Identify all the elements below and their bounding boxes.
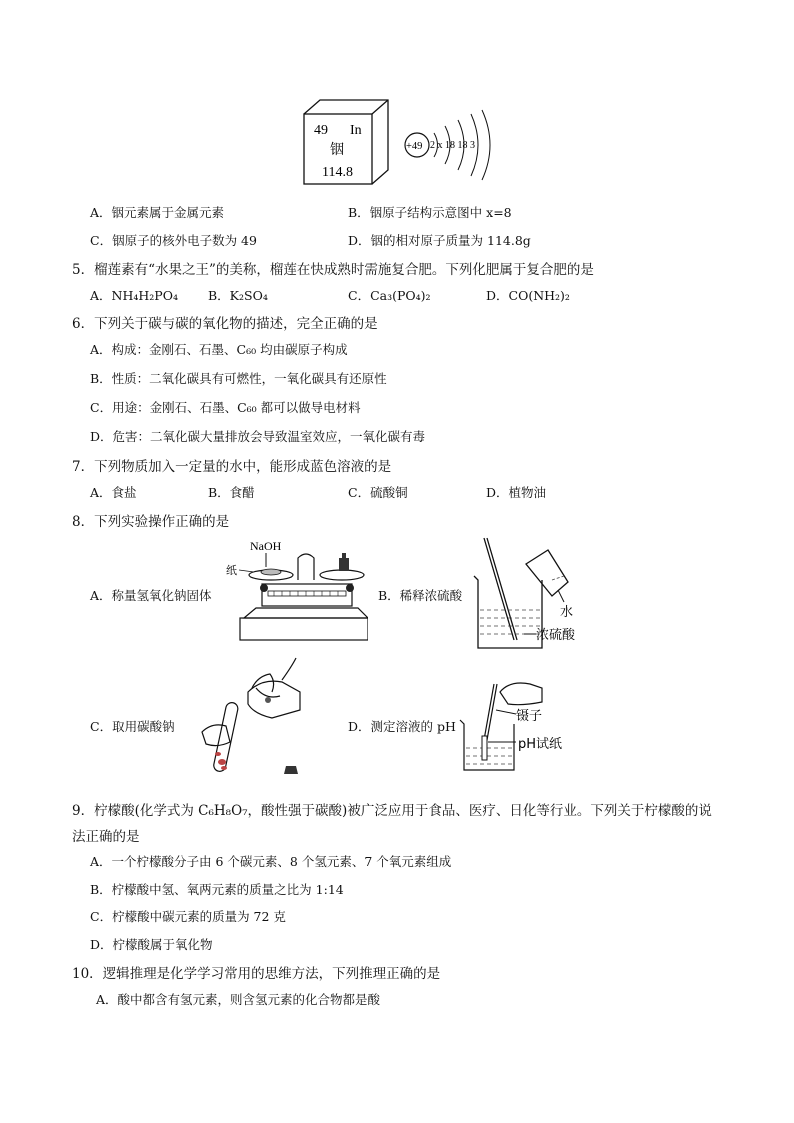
q7-option-b: B．食醋 bbox=[208, 485, 255, 500]
q8-stem: 8．下列实验操作正确的是 bbox=[72, 514, 230, 530]
q5-option-a: A．NH₄H₂PO₄ bbox=[90, 288, 178, 303]
element-number: 49 bbox=[314, 123, 328, 138]
q7-option-d: D．植物油 bbox=[486, 485, 547, 500]
q4-option-c: C．铟原子的核外电子数为 49 bbox=[90, 233, 257, 248]
q6-option-c: C．用途：金刚石、石墨、C₆₀ 都可以做导电材料 bbox=[90, 400, 361, 415]
q7-stem: 7．下列物质加入一定量的水中，能形成蓝色溶液的是 bbox=[72, 459, 392, 475]
q5-option-b: B．K₂SO₄ bbox=[208, 288, 268, 303]
q8-option-a: A．称量氢氧化钠固体 bbox=[90, 588, 212, 603]
q8-option-b: B．稀释浓硫酸 bbox=[378, 588, 463, 603]
q6-option-a: A．构成：金刚石、石墨、C₆₀ 均由碳原子构成 bbox=[90, 342, 348, 357]
q5-option-d: D．CO(NH₂)₂ bbox=[486, 288, 570, 303]
q8-option-d: D．测定溶液的 pH bbox=[348, 719, 456, 734]
q9-option-c: C．柠檬酸中碳元素的质量为 72 克 bbox=[90, 909, 286, 924]
q10-stem: 10．逻辑推理是化学学习常用的思维方法，下列推理正确的是 bbox=[72, 966, 441, 982]
q6-stem: 6．下列关于碳与碳的氧化物的描述，完全正确的是 bbox=[72, 316, 378, 332]
q9-option-b: B．柠檬酸中氢、氧两元素的质量之比为 1:14 bbox=[90, 882, 344, 897]
dilution-figure bbox=[468, 536, 594, 652]
ph-test-figure bbox=[456, 670, 596, 776]
q5-stem: 5．榴莲素有“水果之王”的美称，榴莲在快成熟时需施复合肥。下列化肥属于复合肥的是 bbox=[72, 262, 594, 278]
q9-option-a: A．一个柠檬酸分子由 6 个碳元素、8 个氢元素、7 个氧元素组成 bbox=[90, 854, 452, 869]
q5-option-c: C．Ca₃(PO₄)₂ bbox=[348, 288, 431, 303]
element-symbol: In bbox=[350, 123, 362, 138]
naoh-label: NaOH bbox=[250, 539, 282, 553]
nucleus-charge: +49 bbox=[406, 141, 423, 152]
balance-figure bbox=[226, 536, 368, 646]
q7-option-c: C．硫酸铜 bbox=[348, 485, 408, 500]
tweezers-label: 镊子 bbox=[516, 709, 543, 724]
q4-option-b: B．铟原子结构示意图中 x=8 bbox=[348, 205, 512, 220]
q6-option-d: D．危害：二氧化碳大量排放会导致温室效应，一氧化碳有毒 bbox=[90, 429, 426, 444]
q8-option-c: C．取用碳酸钠 bbox=[90, 719, 175, 734]
acid-label: 浓硫酸 bbox=[536, 628, 576, 643]
q4-option-d: D．铟的相对原子质量为 114.8g bbox=[348, 233, 531, 248]
element-name: 铟 bbox=[330, 142, 344, 158]
water-label: 水 bbox=[560, 605, 574, 620]
q9-option-d: D．柠檬酸属于氧化物 bbox=[90, 937, 213, 952]
electron-shells: 2 x 18 18 3 bbox=[430, 140, 475, 151]
q10-option-a: A．酸中都含有氢元素，则含氢元素的化合物都是酸 bbox=[96, 992, 381, 1007]
q4-option-a: A．铟元素属于金属元素 bbox=[90, 205, 225, 220]
indium-element-figure bbox=[300, 96, 500, 188]
q6-option-b: B．性质：二氧化碳具有可燃性，一氧化碳具有还原性 bbox=[90, 371, 387, 386]
sodium-carbonate-figure bbox=[196, 656, 306, 784]
element-mass: 114.8 bbox=[322, 165, 353, 180]
q9-stem-line2: 法正确的是 bbox=[72, 829, 140, 845]
paper-label: 纸 bbox=[226, 564, 237, 577]
ph-paper-label: pH试纸 bbox=[518, 737, 563, 752]
q7-option-a: A．食盐 bbox=[90, 485, 137, 500]
q9-stem-line1: 9．柠檬酸(化学式为 C₆H₈O₇，酸性强于碳酸)被广泛应用于食品、医疗、日化等行业。下列关于柠檬酸的说 bbox=[72, 803, 712, 819]
